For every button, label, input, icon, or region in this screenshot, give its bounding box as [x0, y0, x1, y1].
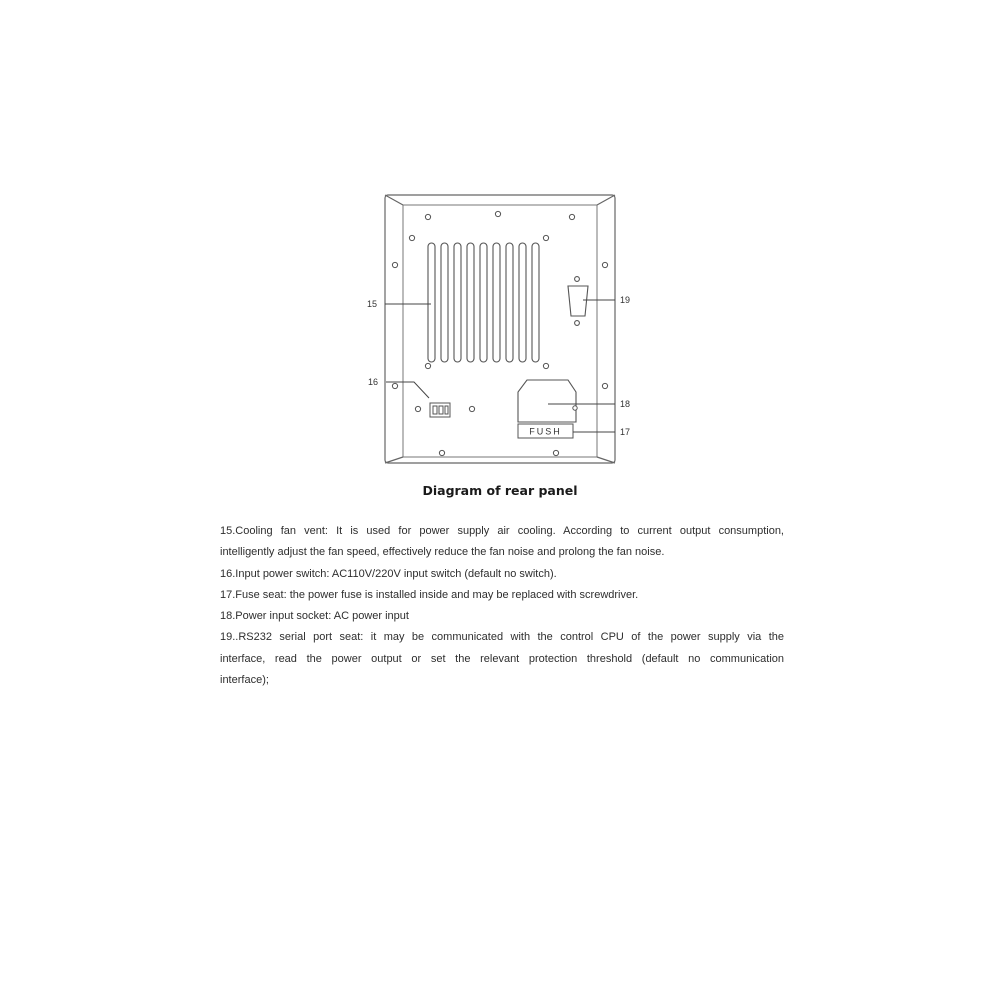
socket-screw-icon	[573, 406, 577, 410]
callout-17: 17	[620, 427, 631, 437]
callout-15: 15	[367, 299, 378, 309]
diagram-caption: Diagram of rear panel	[422, 483, 578, 498]
fuse-seat	[518, 424, 573, 438]
description-line: 17.Fuse seat: the power fuse is installed inside and may be replaced with screwdriver.	[220, 588, 639, 601]
description-line: 16.Input power switch: AC110V/220V input switch (default no switch).	[220, 567, 557, 580]
fuse-label: FUSH	[529, 426, 562, 437]
cooling-fan-vent	[428, 243, 539, 362]
power-input-socket	[518, 380, 576, 422]
callout-18: 18	[620, 399, 631, 409]
description-line: 19..RS232 serial port seat: it may be communicated with the control CPU of the power supply via the	[220, 631, 784, 644]
description-line: intelligently adjust the fan speed, effectively reduce the fan noise and prolong the fan noise.	[220, 546, 665, 559]
callout-19: 19	[620, 295, 631, 305]
description-line: interface, read the power output or set the relevant protection threshold (default no communication	[220, 652, 784, 665]
description-line: 15.Cooling fan vent: It is used for power supply air cooling. According to current output consumption,	[220, 525, 784, 537]
callout-16: 16	[368, 377, 379, 387]
description-line: interface);	[220, 674, 269, 687]
rs232-port	[568, 277, 588, 326]
description-line: 18.Power input socket: AC power input	[220, 610, 409, 623]
rear-panel-diagram	[0, 0, 1000, 480]
description-list	[220, 521, 784, 691]
input-power-switch	[430, 403, 450, 417]
